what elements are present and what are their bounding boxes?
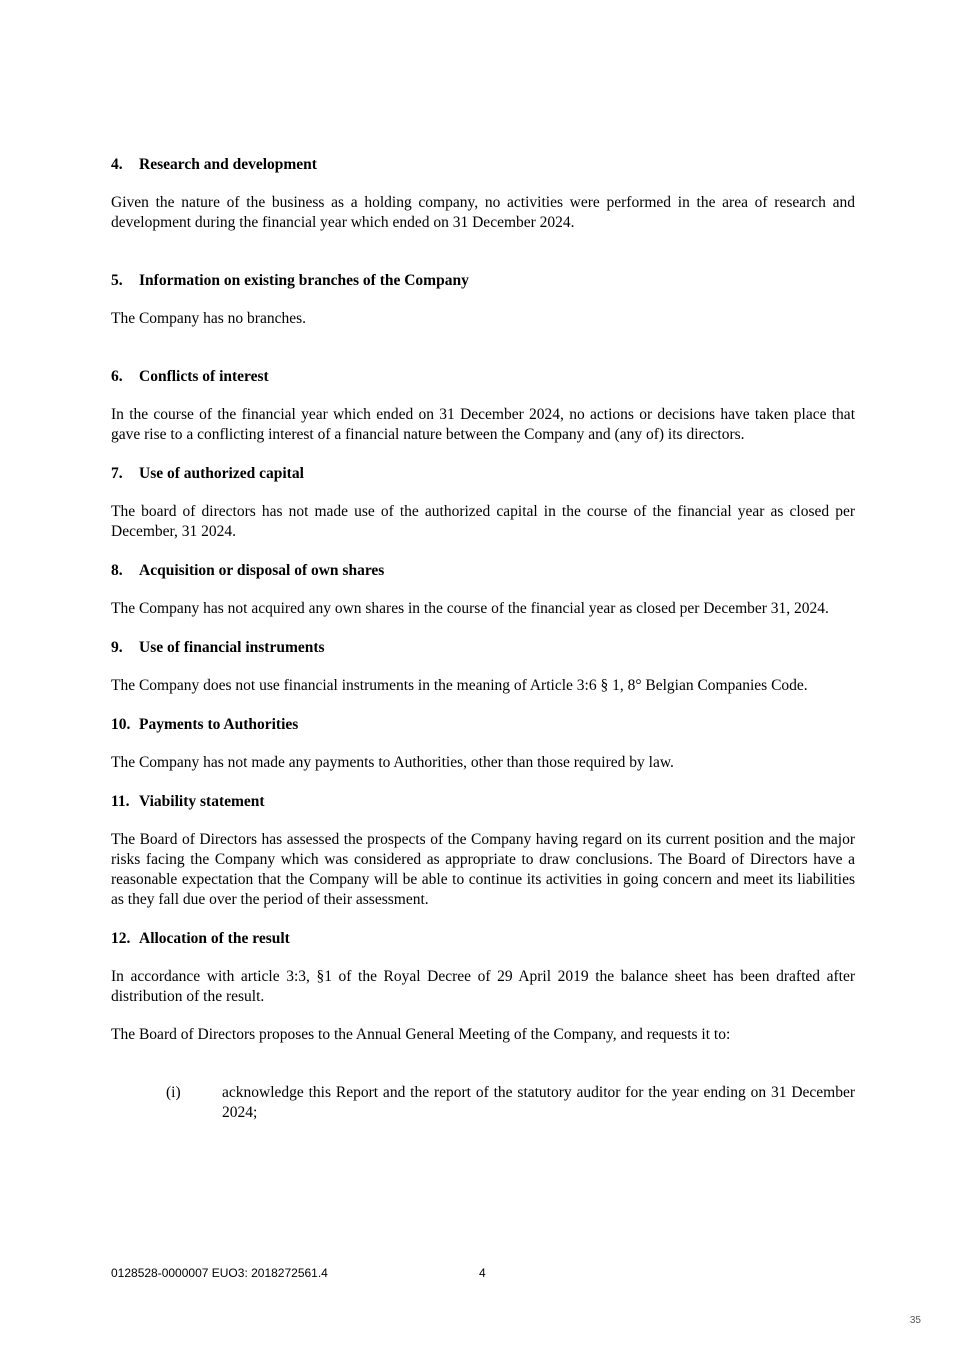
section-title: Allocation of the result bbox=[139, 930, 290, 947]
section-title: Payments to Authorities bbox=[139, 716, 299, 733]
section-paragraph: The board of directors has not made use of the authorized capital in the course of the financial year as closed per December, 31 2024. bbox=[111, 503, 855, 540]
section-title: Use of financial instruments bbox=[139, 639, 325, 656]
section-paragraph: The Company has no branches. bbox=[111, 310, 306, 327]
section-paragraph: The Company has not acquired any own shares in the course of the financial year as closed per December 31, 2024. bbox=[111, 600, 829, 617]
section-viability-statement bbox=[111, 792, 855, 910]
section-number: 11. bbox=[111, 793, 130, 810]
list-marker: (i) bbox=[166, 1084, 181, 1101]
section-heading bbox=[111, 561, 855, 581]
section-paragraph: In accordance with article 3:3, §1 of the Royal Decree of 29 April 2019 the balance sheet has been drafted after distribution of the result. bbox=[111, 968, 855, 1005]
section-heading bbox=[111, 929, 855, 949]
section-paragraph: The Board of Directors has assessed the prospects of the Company having regard on its current position and the major risks facing the Company which was considered as appropriate to draw conclusions. The Board of Directors have a reasonable expectation that the Company will be able to continue its activities in going concern and meet its liabilities as they fall due over the period of their assessment. bbox=[111, 831, 855, 908]
section-own-shares bbox=[111, 561, 855, 619]
section-title: Use of authorized capital bbox=[139, 465, 304, 482]
section-heading bbox=[111, 271, 855, 291]
section-paragraph: The Company does not use financial instruments in the meaning of Article 3:6 § 1, 8° Belgian Companies Code. bbox=[111, 677, 808, 694]
section-paragraph: In the course of the financial year which ended on 31 December 2024, no actions or decisions have taken place that gave rise to a conflicting interest of a financial nature between the Company and (any of) its directors. bbox=[111, 406, 855, 443]
section-number: 5. bbox=[111, 272, 123, 289]
section-paragraph: Given the nature of the business as a holding company, no activities were performed in the area of research and development during the financial year which ended on 31 December 2024. bbox=[111, 194, 855, 231]
section-heading bbox=[111, 792, 855, 812]
footer-document-reference: 0128528-0000007 EUO3: 2018272561.4 bbox=[111, 1266, 328, 1280]
section-authorized-capital bbox=[111, 464, 855, 542]
section-number: 6. bbox=[111, 368, 123, 385]
section-paragraph: The Company has not made any payments to Authorities, other than those required by law. bbox=[111, 754, 674, 771]
section-number: 10. bbox=[111, 716, 131, 733]
section-title: Acquisition or disposal of own shares bbox=[139, 562, 385, 579]
section-conflicts-of-interest bbox=[111, 367, 855, 445]
section-title: Viability statement bbox=[139, 793, 265, 810]
section-title: Research and development bbox=[139, 156, 317, 173]
section-number: 7. bbox=[111, 465, 123, 482]
section-heading bbox=[111, 367, 855, 387]
section-number: 8. bbox=[111, 562, 123, 579]
section-branches bbox=[111, 271, 855, 329]
footer-page-number: 4 bbox=[479, 1266, 486, 1280]
section-allocation-result bbox=[111, 929, 855, 1123]
section-heading bbox=[111, 715, 855, 735]
section-number: 12. bbox=[111, 930, 131, 947]
section-title: Information on existing branches of the Company bbox=[139, 272, 469, 289]
section-title: Conflicts of interest bbox=[139, 368, 269, 385]
section-research-development bbox=[111, 155, 855, 233]
section-paragraph: The Board of Directors proposes to the Annual General Meeting of the Company, and requests it to: bbox=[111, 1026, 731, 1043]
list-item bbox=[111, 1083, 855, 1123]
section-number: 9. bbox=[111, 639, 123, 656]
corner-page-number: 35 bbox=[909, 1315, 921, 1326]
document-body bbox=[111, 155, 855, 1123]
section-heading bbox=[111, 638, 855, 658]
section-heading bbox=[111, 464, 855, 484]
section-heading bbox=[111, 155, 855, 175]
section-financial-instruments bbox=[111, 638, 855, 696]
list-item-text: acknowledge this Report and the report of the statutory auditor for the year ending on 31 December 2024; bbox=[222, 1084, 855, 1121]
section-payments-authorities bbox=[111, 715, 855, 773]
section-number: 4. bbox=[111, 156, 123, 173]
